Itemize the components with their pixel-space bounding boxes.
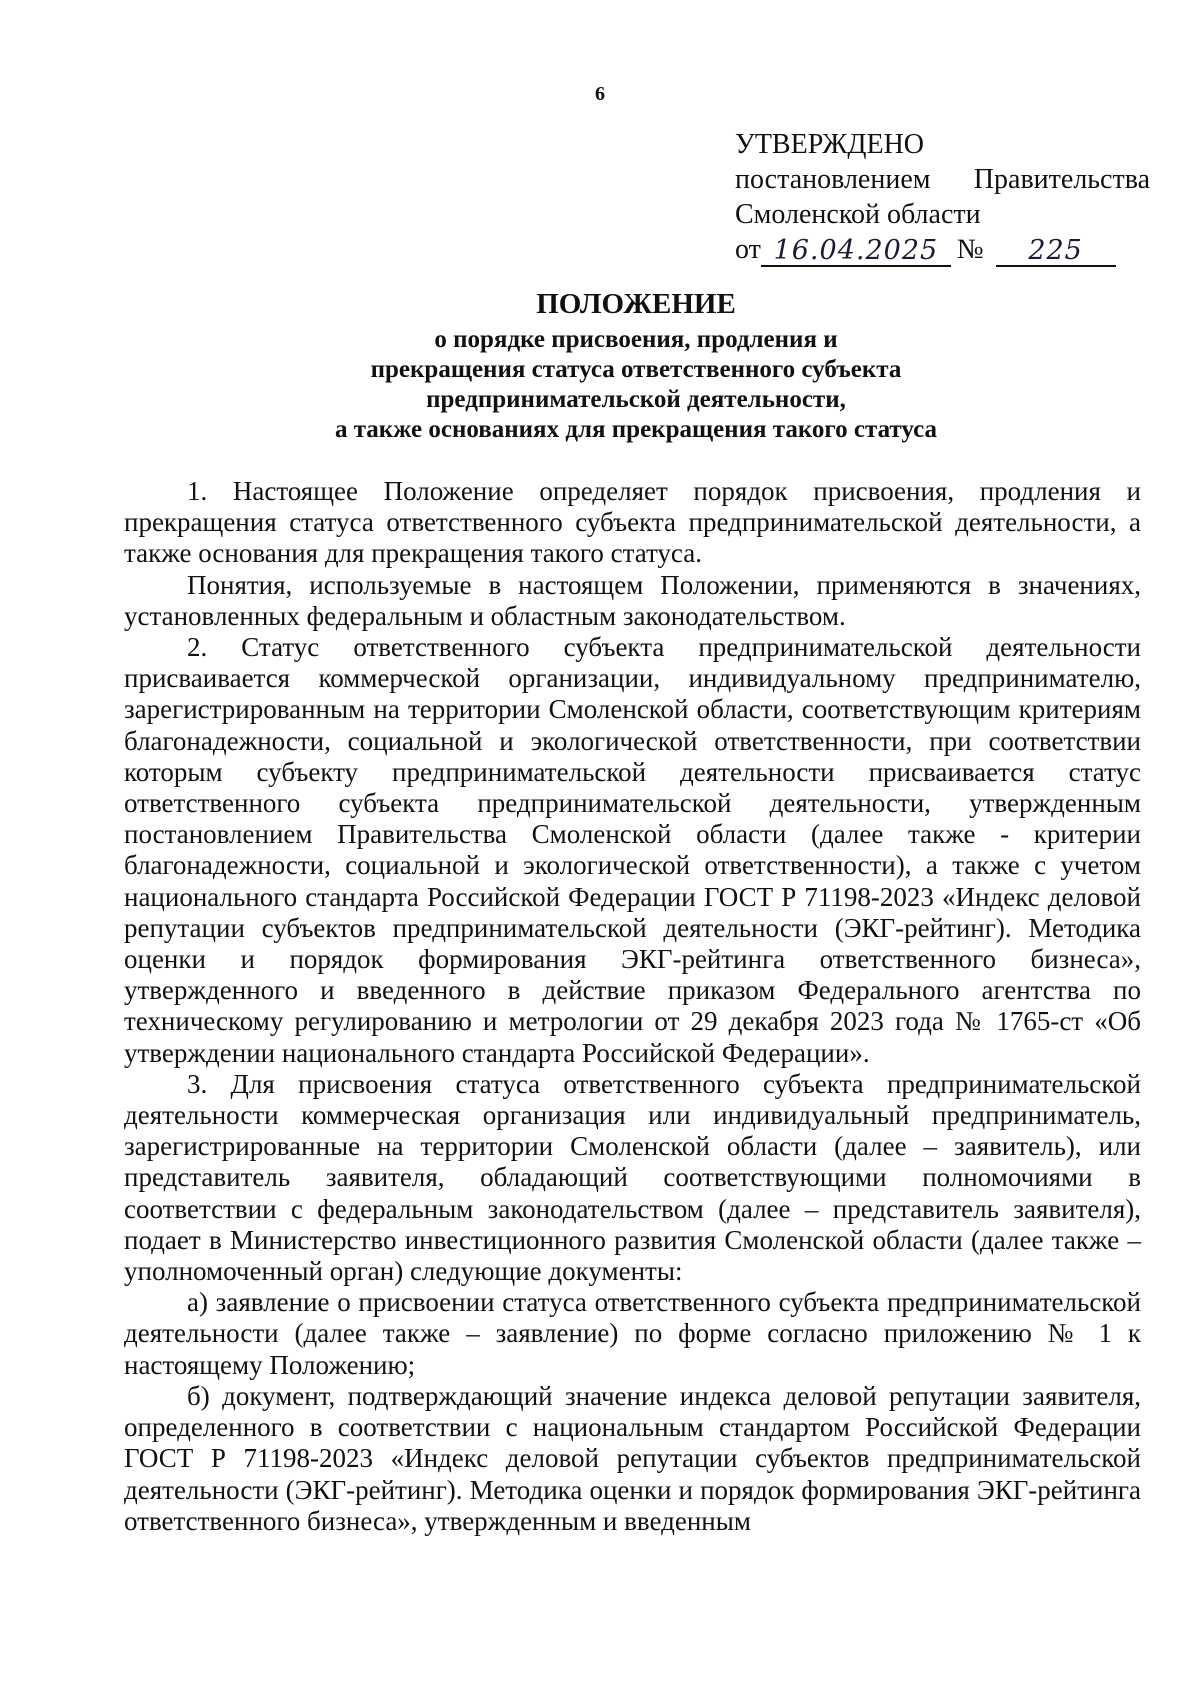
approval-line-1 xyxy=(735,162,1150,197)
document-title: ПОЛОЖЕНИЕ xyxy=(536,288,736,320)
approval-title: УТВЕРЖДЕНО xyxy=(735,129,925,160)
page-number: 6 xyxy=(595,83,605,105)
approval-line-1-left: постановлением xyxy=(735,164,931,195)
approval-line-1-right: Правительства xyxy=(973,164,1150,195)
approval-stamp xyxy=(735,127,1150,267)
handwritten-date: 16.04.2025 xyxy=(761,237,951,267)
document-subtitle: о порядке присвоения, продления и прекращения статуса ответственного субъекта предпринимательской деятельности, а также основаниях для прекращения такого статуса xyxy=(334,326,938,443)
document-body xyxy=(124,476,1141,1537)
paragraph-4: 3. Для присвоения статуса ответственного субъекта предпринимательской деятельности коммерческая организация или индивидуальный предприниматель, зарегистрированные на территории Смоленской области (далее – заявитель), или представитель заявителя, обладающий соответствующими полномочиями в соответствии с федеральным законодательством (далее – представитель заявителя), подает в Министерство инвестиционного развития Смоленской области (далее также – уполномоченный орган) следующие документы: xyxy=(124,1068,1141,1287)
approval-number-sign: № xyxy=(956,234,984,265)
paragraph-3: 2. Статус ответственного субъекта предпринимательской деятельности присваивается коммерческой организации, индивидуальному предпринимателю, зарегистрированным на территории Смоленской области, соответствующим критериям благонадежности, социальной и экологической ответственности, при соответствии которым субъекту предпринимательской деятельности присваивается статус ответственного субъекта предпринимательской деятельности, утвержденным постановлением Правительства Смоленской области (далее также - критерии благонадежности, социальной и экологической ответственности), а также с учетом национального стандарта Российской Федерации ГОСТ Р 71198-2023 «Индекс деловой репутации субъектов предпринимательской деятельности (ЭКГ-рейтинг). Методика оценки и порядок формирования ЭКГ-рейтинга ответственного бизнеса», утвержденного и введенного в действие приказом Федерального агентства по техническому регулированию и метрологии от 29 декабря 2023 года № 1765-ст «Об утверждении национального стандарта Российской Федерации». xyxy=(124,632,1141,1068)
approval-date-line xyxy=(735,232,1150,267)
approval-line-2: Смоленской области xyxy=(735,199,981,230)
paragraph-4a: а) заявление о присвоении статуса ответственного субъекта предпринимательской деятельности (далее также – заявление) по форме согласно приложению № 1 к настоящему Положению; xyxy=(124,1287,1141,1380)
paragraph-2: Понятия, используемые в настоящем Положении, применяются в значениях, установленных федеральным и областным законодательством. xyxy=(124,569,1141,631)
approval-date-prefix: от xyxy=(735,234,761,265)
document-heading xyxy=(150,287,1122,445)
paragraph-1: 1. Настоящее Положение определяет порядок присвоения, продления и прекращения статуса ответственного субъекта предпринимательской деятельности, а также основания для прекращения такого статуса. xyxy=(124,476,1141,569)
handwritten-number: 225 xyxy=(996,237,1116,267)
paragraph-4b: б) документ, подтверждающий значение индекса деловой репутации заявителя, определенного в соответствии с национальным стандартом Российской Федерации ГОСТ Р 71198-2023 «Индекс деловой репутации субъектов предпринимательской деятельности (ЭКГ-рейтинг). Методика оценки и порядок формирования ЭКГ-рейтинга ответственного бизнеса», утвержденным и введенным xyxy=(124,1380,1141,1536)
